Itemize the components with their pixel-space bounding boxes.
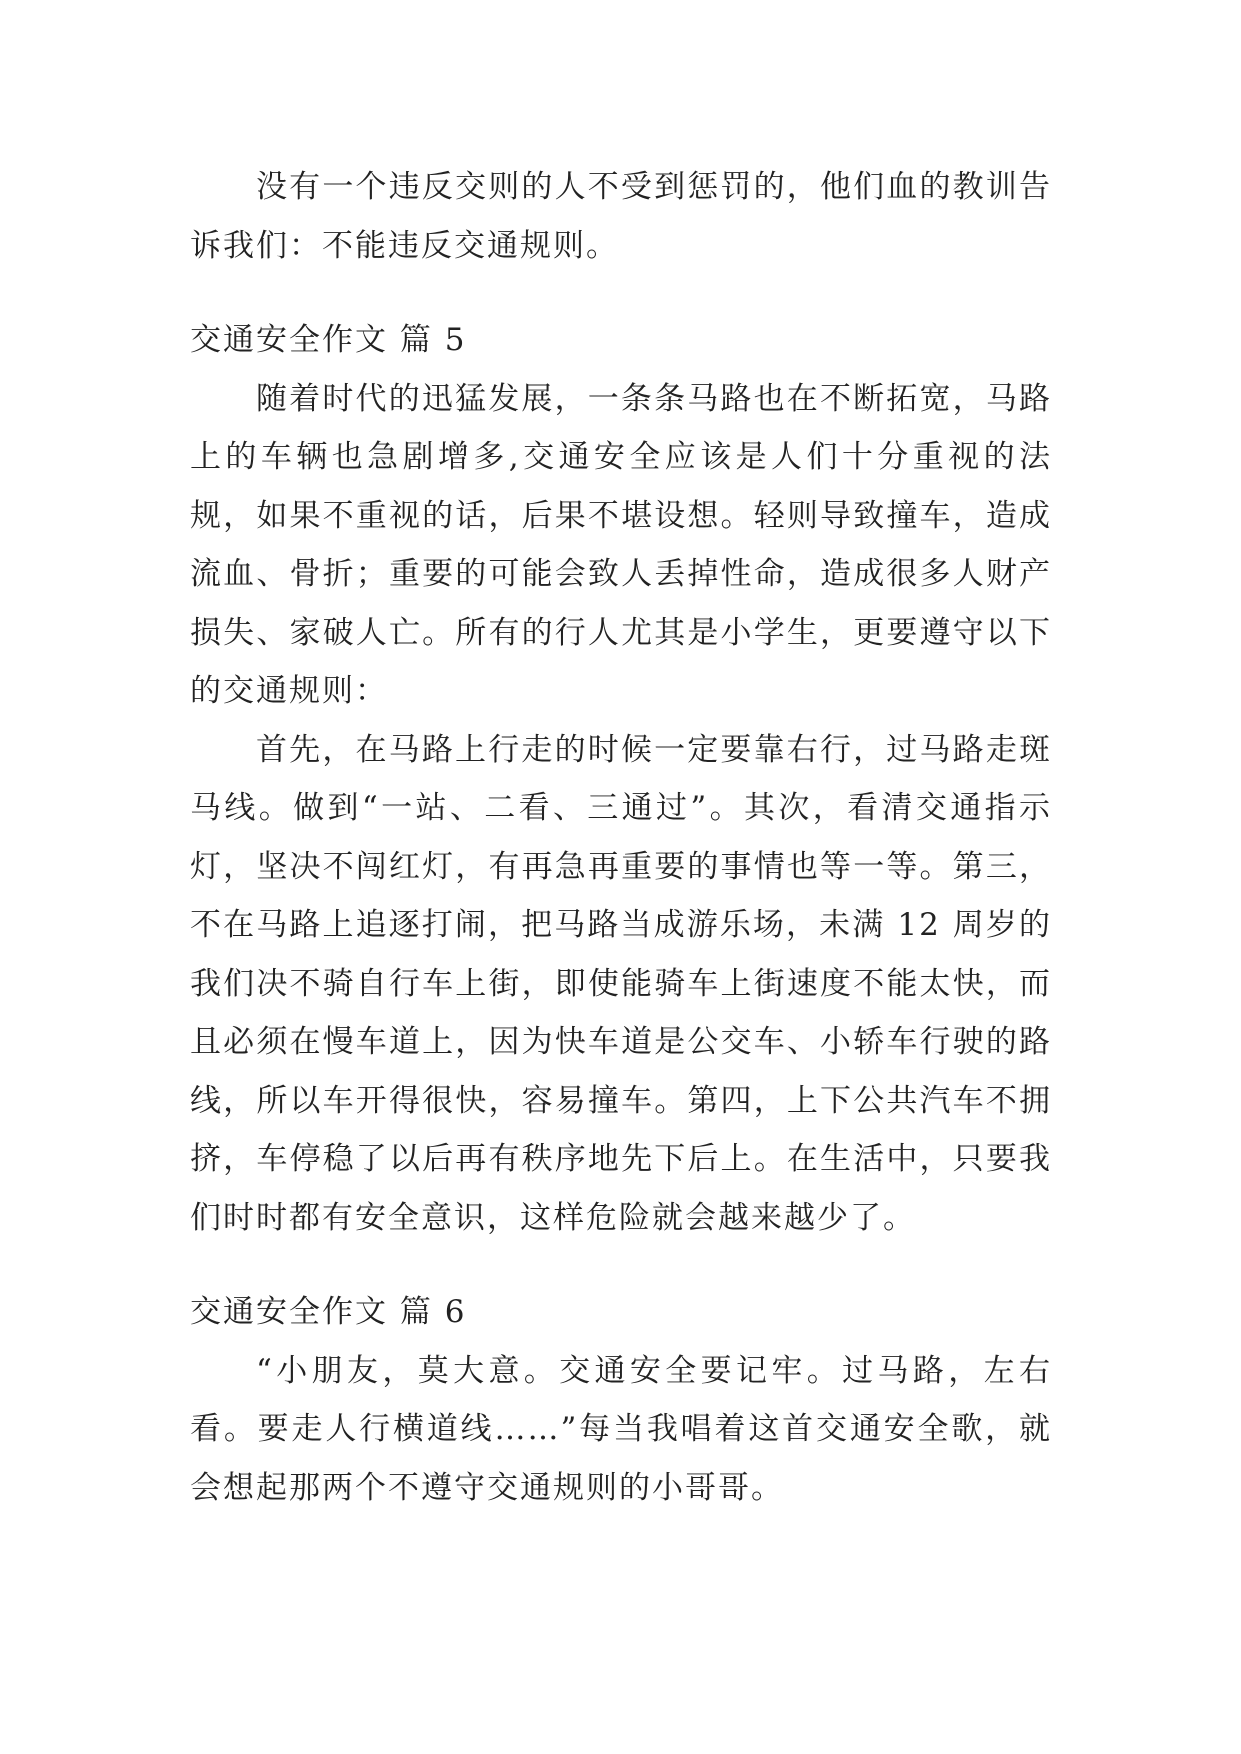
paragraph-5-2: 首先，在马路上行走的时候一定要靠右行，过马路走斑马线。做到“一站、二看、三通过”。其次，看清交通指示灯，坚决不闯红灯，有再急再重要的事情也等一等。第三，不在马路上追逐打闹，把马路当成游乐场，未满 12 周岁的我们决不骑自行车上街，即使能骑车上街速度不能太快，而且必须在慢车道上，因为快车道是公交车、小轿车行驶的路线，所以车开得很快，容易撞车。第四，上下公共汽车不拥挤，车停稳了以后再有秩序地先下后上。在生活中，只要我们时时都有安全意识，这样危险就会越来越少了。 [190, 731, 1052, 1236]
section-heading-6: 交通安全作文 篇 6 [190, 1294, 467, 1330]
paragraph-6-1: “小朋友，莫大意。交通安全要记牢。过马路，左右看。要走人行横道线……”每当我唱着这首交通安全歌，就会想起那两个不遵守交通规则的小哥哥。 [190, 1352, 1052, 1506]
paragraph-5-1: 随着时代的迅猛发展，一条条马路也在不断拓宽，马路上的车辆也急剧增多,交通安全应该是人们十分重视的法规，如果不重视的话，后果不堪设想。轻则导致撞车，造成流血、骨折；重要的可能会致人丢掉性命，造成很多人财产损失、家破人亡。所有的行人尤其是小学生，更要遵守以下的交通规则： [190, 380, 1052, 709]
document-body [190, 158, 1052, 1517]
section-gap [190, 275, 1052, 311]
section-heading-5: 交通安全作文 篇 5 [190, 322, 467, 358]
paragraph-intro-conclusion: 没有一个违反交则的人不受到惩罚的，他们血的教训告诉我们：不能违反交通规则。 [190, 169, 1052, 264]
section-gap [190, 1247, 1052, 1283]
